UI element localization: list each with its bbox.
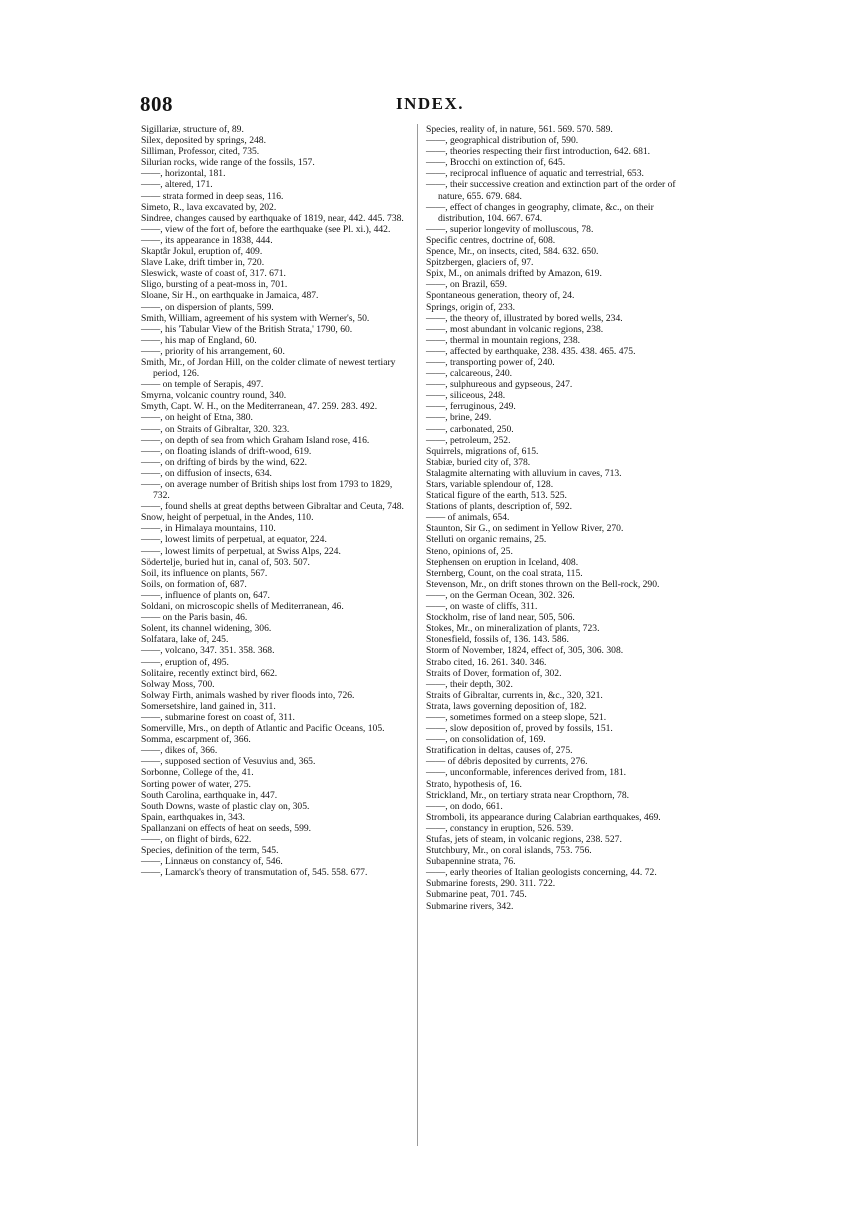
index-entry: Silex, deposited by springs, 248. [141,135,266,147]
index-entry: ——, on diffusion of insects, 634. [141,467,272,479]
index-entry: Solent, its channel widening, 306. [141,623,272,635]
index-entry: ——, its appearance in 1838, 444. [141,234,273,246]
index-entry: Smyth, Capt. W. H., on the Mediterranean, 47. 259. 283. 492. [141,401,378,413]
index-entry: South Carolina, earthquake in, 447. [141,789,278,801]
index-entry: ——, their depth, 302. [426,678,513,690]
index-entry: Soils, on formation of, 687. [141,578,247,590]
index-entry: ——, submarine forest on coast of, 311. [141,711,295,723]
index-entry: Somersetshire, land gained in, 311. [141,700,276,712]
index-entry: Stutchbury, Mr., on coral islands, 753. 756. [426,845,592,857]
index-entry: Stokes, Mr., on mineralization of plants, 723. [426,623,600,635]
index-entry: Subapennine strata, 76. [426,856,516,868]
index-entry: ——, superior longevity of molluscous, 78. [426,223,594,235]
index-entry: Straits of Dover, formation of, 302. [426,667,562,679]
index-entry: ——, lowest limits of perpetual, at Swiss Alps, 224. [141,545,341,557]
index-entry: ——, lowest limits of perpetual, at equator, 224. [141,534,327,546]
index-entry: ——, view of the fort of, before the earthquake (see Pl. xi.), 442. [141,223,391,235]
page-number: 808 [140,92,173,116]
index-entry: ——, eruption of, 495. [141,656,229,668]
index-entry: ——, found shells at great depths between Gibraltar and Ceuta, 748. [141,501,404,513]
index-entry: ——, their successive creation and extinction part of the order of nature, 655. 679. 684. [426,179,676,202]
index-entry: ——, the theory of, illustrated by bored wells, 234. [426,312,623,324]
index-entry: Spontaneous generation, theory of, 24. [426,290,575,302]
index-entry: Smith, Mr., of Jordan Hill, on the colder climate of newest tertiary period, 126. [141,356,396,380]
index-entry: ——, on floating islands of drift-wood, 619. [141,445,312,457]
index-entry: Stratification in deltas, causes of, 275. [426,745,573,757]
index-entry: ——, on height of Etna, 380. [141,412,253,424]
index-entry: ——, brine, 249. [426,412,492,424]
index-entry: —— of animals, 654. [426,512,510,524]
index-entry: Submarine peat, 701. 745. [426,889,527,901]
index-entry: Solitaire, recently extinct bird, 662. [141,667,278,679]
index-entry: Solway Firth, animals washed by river floods into, 726. [141,689,355,701]
index-entry: ——, on average number of British ships lost from 1793 to 1829, 732. [141,479,393,502]
index-entry: ——, sulphureous and gypseous, 247. [426,379,573,391]
index-entry: Stufas, jets of steam, in volcanic regions, 238. 527. [426,834,622,845]
index-entry: Strabo cited, 16. 261. 340. 346. [426,656,547,668]
index-entry: Stalagmite alternating with alluvium in caves, 713. [426,467,622,479]
index-entry: ——, on drifting of birds by the wind, 622. [141,456,308,468]
running-title: INDEX. [395,94,465,113]
index-entry: Sigillariæ, structure of, 89. [141,124,244,135]
index-entry: Sligo, bursting of a peat-moss in, 701. [141,279,288,291]
index-entry: Stephensen on eruption in Iceland, 408. [426,556,579,568]
index-entry: ——, effect of changes in geography, climate, &c., on their distribution, 104. 667. 674. [426,201,654,224]
index-entry: Stabiæ, buried city of, 378. [426,456,531,468]
index-entry: ——, on dispersion of plants, 599. [141,301,274,313]
index-entry: ——, ferruginous, 249. [426,401,516,413]
index-entry: Snow, height of perpetual, in the Andes, 110. [141,512,314,524]
index-entry: ——, horizontal, 181. [141,168,226,180]
index-entry: ——, reciprocal influence of aquatic and terrestrial, 653. [426,168,644,180]
index-entry: Sindree, changes caused by earthquake of 1819, near, 442. 445. 738. [141,212,404,224]
index-entry: Smyrna, volcanic country round, 340. [141,390,287,402]
index-entry: —— on the Paris basin, 46. [141,612,248,624]
page-header [140,92,720,122]
index-entry: ——, on dodo, 661. [426,800,503,812]
index-entry: Storm of November, 1824, effect of, 305, 306. 308. [426,645,624,657]
index-entry: Spain, earthquakes in, 343. [141,811,245,823]
index-entry: ——, sometimes formed on a steep slope, 521. [426,711,607,723]
index-entry: ——, priority of his arrangement, 60. [141,345,285,357]
index-entry: Strickland, Mr., on tertiary strata near Cropthorn, 78. [426,789,630,801]
index-entry: Soil, its influence on plants, 567. [141,567,268,579]
index-entry: ——, transporting power of, 240. [426,356,555,368]
index-entry: ——, geographical distribution of, 590. [426,135,579,147]
index-entry: ——, on waste of cliffs, 311. [426,601,538,613]
index-entry: Smith, William, agreement of his system with Werner's, 50. [141,312,370,324]
index-entry: Stonesfield, fossils of, 136. 143. 586. [426,634,569,646]
index-entry: ——, volcano, 347. 351. 358. 368. [141,645,275,657]
index-entry: ——, unconformable, inferences derived from, 181. [426,767,627,779]
index-column-right [426,124,696,912]
index-entry: Stars, variable splendour of, 128. [426,479,554,490]
index-entry: Specific centres, doctrine of, 608. [426,234,556,246]
index-entry: Sorbonne, College of the, 41. [141,767,254,779]
index-entry: ——, on the German Ocean, 302. 326. [426,589,575,601]
index-entry: ——, theories respecting their first introduction, 642. 681. [426,146,651,158]
index-entry: Stevenson, Mr., on drift stones thrown on the Bell-rock, 290. [426,578,660,590]
index-entry: —— strata formed in deep seas, 116. [141,190,284,202]
index-entry: ——, Linnæus on constancy of, 546. [141,856,283,868]
index-entry: Stockholm, rise of land near, 505, 506. [426,612,575,624]
index-entry: Slave Lake, drift timber in, 720. [141,257,265,269]
index-entry: ——, siliceous, 248. [426,390,506,402]
index-entry: South Downs, waste of plastic clay on, 305. [141,800,310,812]
index-entry: ——, constancy in eruption, 526. 539. [426,822,574,834]
index-entry: ——, on consolidation of, 169. [426,734,546,746]
index-entry: Somerville, Mrs., on depth of Atlantic and Pacific Oceans, 105. [141,723,385,735]
index-column-left [141,124,411,878]
index-entry: Sloane, Sir H., on earthquake in Jamaica, 487. [141,290,319,302]
index-entry: ——, his map of England, 60. [141,334,257,346]
index-entry: Sternberg, Count, on the coal strata, 115. [426,567,583,579]
index-entry: Statical figure of the earth, 513. 525. [426,490,567,502]
index-entry: ——, affected by earthquake, 238. 435. 438. 465. 475. [426,345,636,357]
index-entry: —— on temple of Serapis, 497. [141,379,264,391]
index-entry: Springs, origin of, 233. [426,301,516,313]
column-divider [417,124,418,1146]
index-entry: Steno, opinions of, 25. [426,545,513,557]
index-entry: Strato, hypothesis of, 16. [426,778,522,790]
index-entry: Sleswick, waste of coast of, 317. 671. [141,268,286,280]
index-entry: Solway Moss, 700. [141,678,215,690]
index-entry: ——, slow deposition of, proved by fossils, 151. [426,723,613,735]
index-entry: ——, influence of plants on, 647. [141,589,270,601]
index-entry: ——, in Himalaya mountains, 110. [141,523,276,535]
index-entry: Spallanzani on effects of heat on seeds, 599. [141,822,312,834]
index-entry: Species, definition of the term, 545. [141,845,279,857]
index-entry: Submarine rivers, 342. [426,900,514,912]
index-entry: ——, petroleum, 252. [426,434,511,446]
index-entry: ——, dikes of, 366. [141,745,218,757]
index-entry: Species, reality of, in nature, 561. 569. 570. 589. [426,124,613,135]
index-entry: Submarine forests, 290. 311. 722. [426,878,556,890]
index-entry: Spitzbergen, glaciers of, 97. [426,257,534,269]
index-entry: ——, Brocchi on extinction of, 645. [426,157,566,169]
index-entry: Stelluti on organic remains, 25. [426,534,547,546]
index-entry: ——, thermal in mountain regions, 238. [426,334,581,346]
index-entry: Sorting power of water, 275. [141,778,251,790]
index-entry: Squirrels, migrations of, 615. [426,445,539,457]
index-entry: ——, carbonated, 250. [426,423,514,435]
index-entry: Spence, Mr., on insects, cited, 584. 632. 650. [426,246,599,258]
index-entry: ——, calcareous, 240. [426,368,513,380]
index-entry: ——, altered, 171. [141,179,213,191]
index-entry: Strata, laws governing deposition of, 182. [426,700,587,712]
index-entry: Solfatara, lake of, 245. [141,634,229,646]
index-entry: Straits of Gibraltar, currents in, &c., 320, 321. [426,689,603,701]
index-entry: Simeto, R., lava excavated by, 202. [141,201,277,213]
index-entry: Spix, M., on animals drifted by Amazon, 619. [426,268,602,280]
index-entry: ——, on Straits of Gibraltar, 320. 323. [141,423,290,435]
index-entry: Silliman, Professor, cited, 735. [141,146,260,158]
index-entry: Staunton, Sir G., on sediment in Yellow River, 270. [426,523,624,535]
index-entry: Silurian rocks, wide range of the fossils, 157. [141,157,315,169]
index-entry: Stromboli, its appearance during Calabrian earthquakes, 469. [426,811,661,823]
index-entry: Soldani, on microscopic shells of Mediterranean, 46. [141,601,344,613]
index-entry: Södertelje, buried hut in, canal of, 503. 507. [141,556,310,568]
index-entry: ——, early theories of Italian geologists concerning, 44. 72. [426,867,657,879]
index-entry: —— of débris deposited by currents, 276. [426,756,588,768]
index-entry: ——, most abundant in volcanic regions, 238. [426,323,604,335]
index-entry: ——, on Brazil, 659. [426,279,508,291]
index-entry: ——, supposed section of Vesuvius and, 365. [141,756,316,768]
index-entry: ——, his 'Tabular View of the British Strata,' 1790, 60. [141,323,353,335]
index-entry: ——, Lamarck's theory of transmutation of, 545. 558. 677. [141,867,368,879]
index-entry: Stations of plants, description of, 592. [426,501,573,513]
index-entry: ——, on flight of birds, 622. [141,834,252,845]
index-entry: Skaptâr Jokul, eruption of, 409. [141,246,263,258]
index-entry: ——, on depth of sea from which Graham Island rose, 416. [141,434,370,446]
index-entry: Somma, escarpment of, 366. [141,734,251,746]
